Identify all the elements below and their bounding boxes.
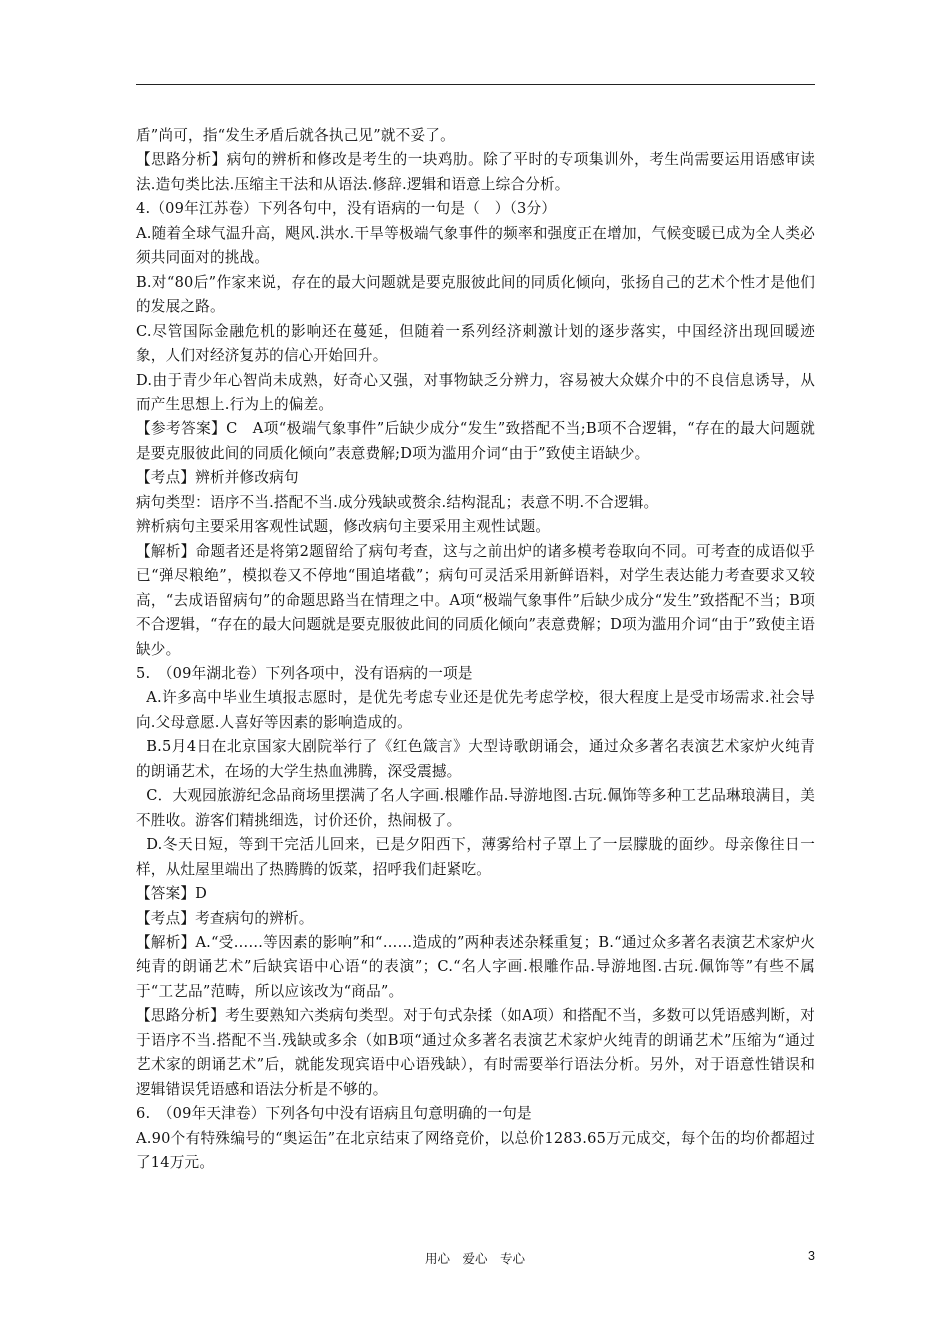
q5-option-d: D.冬天日短，等到干完活儿回来，已是夕阳西下，薄雾给村子罩上了一层朦胧的面纱。母亲像往日一样，从灶屋里端出了热腾腾的饭菜，招呼我们赶紧吃。	[136, 836, 815, 878]
q4-explanation: 【解析】命题者还是将第2题留给了病句考查，这与之前出炉的诸多模考卷取向不同。可考查的成语似乎已“弹尽粮绝”，模拟卷又不停地“围追堵截”；病句可灵活采用新鲜语料，对学生表达能力考查要求又较高，“去成语留病句”的命题思路当在情理之中。A项“极端气象事件”后缺少成分“发生”致搭配不当；B项不合逻辑，“存在的最大问题就是要克服彼此间的同质化倾向”表意费解；D项为滥用介词“由于”致使主语缺少。	[136, 542, 815, 658]
q4-reference-answer: 【参考答案】C A项“极端气象事件”后缺少成分“发生”致搭配不当;B项不合逻辑，“存在的最大问题就是要克服彼此间的同质化倾向”表意费解;D项为滥用介词“由于”致使主语缺少。	[136, 420, 815, 462]
question-4: 4.（09年江苏卷）下列各句中，没有语病的一句是（ ）（3分）	[136, 200, 557, 218]
q5-analysis-approach: 【思路分析】考生要熟知六类病句类型。对于句式杂揉（如A项）和搭配不当，多数可以凭语感判断，对于语序不当.搭配不当.残缺或多余（如B项“通过众多著名表演艺术家炉火纯青的朗诵艺术”压缩为“通过艺术家的朗诵艺术”后，就能发现宾语中心语残缺），有时需要举行语法分析。另外，对于语意性错误和逻辑错误凭语感和语法分析是不够的。	[136, 1007, 815, 1098]
q4-question-forms: 辨析病句主要采用客观性试题，修改病句主要采用主观性试题。	[136, 518, 551, 536]
page-number: 3	[808, 1249, 815, 1263]
para-continuation: 盾”尚可，指“发生矛盾后就各执己见”就不妥了。	[136, 127, 455, 144]
q5-option-a: A.许多高中毕业生填报志愿时，是优先考虑专业还是优先考虑学校，很大程度上是受市场需求.社会导向.父母意愿.人喜好等因素的影响造成的。	[136, 689, 815, 731]
para-analysis-approach: 【思路分析】病句的辨析和修改是考生的一块鸡肋。除了平时的专项集训外，考生尚需要运用语感审读法.造句类比法.压缩主干法和从语法.修辞.逻辑和语意上综合分析。	[136, 151, 815, 193]
q4-option-a: A.随着全球气温升高，飓风.洪水.干旱等极端气象事件的频率和强度正在增加，气候变暖已成为全人类必须共同面对的挑战。	[136, 224, 815, 267]
q4-exam-point: 【考点】辨析并修改病句	[136, 469, 299, 487]
q5-answer: 【答案】D	[136, 885, 208, 903]
q4-error-types: 病句类型：语序不当.搭配不当.成分残缺或赘余.结构混乱；表意不明.不合逻辑。	[136, 493, 659, 511]
q4-option-b: B.对“80后”作家来说，存在的最大问题就是要克服彼此间的同质化倾向，张扬自己的艺术个性才是他们的发展之路。	[136, 273, 815, 316]
question-5: 5. （09年湖北卷）下列各项中，没有语病的一项是	[136, 664, 473, 682]
footer-motto: 用心 爱心 专心	[424, 1251, 525, 1266]
q5-exam-point: 【考点】考查病句的辨析。	[136, 909, 314, 927]
document-body	[136, 124, 815, 1175]
q5-explanation: 【解析】A.“受……等因素的影响”和“……造成的”两种表述杂糅重复；B.“通过众多著名表演艺术家炉火纯青的朗诵艺术”后缺宾语中心语“的表演”；C.“名人字画.根雕作品.导游地图.古玩.佩饰等”有些不属于“工艺品”范畴，所以应该改为“商品”。	[136, 933, 815, 1000]
q4-option-c: C.尽管国际金融危机的影响还在蔓延，但随着一系列经济刺激计划的逐步落实，中国经济出现回暖迹象，人们对经济复苏的信心开始回升。	[136, 322, 815, 365]
q5-option-b: B.5月4日在北京国家大剧院举行了《红色箴言》大型诗歌朗诵会，通过众多著名表演艺术家炉火纯青的朗诵艺术，在场的大学生热血沸腾，深受震撼。	[136, 738, 815, 780]
q5-option-c: C．大观园旅游纪念品商场里摆满了名人字画.根雕作品.导游地图.古玩.佩饰等多种工艺品琳琅满目，美不胜收。游客们精挑细选，讨价还价，热闹极了。	[136, 787, 815, 829]
header-rule	[136, 84, 815, 85]
q6-option-a: A.90个有特殊编号的“奥运缶”在北京结束了网络竞价，以总价1283.65万元成交，每个缶的均价都超过了14万元。	[136, 1129, 815, 1172]
question-6: 6. （09年天津卷）下列各句中没有语病且句意明确的一句是	[136, 1105, 532, 1123]
q4-option-d: D.由于青少年心智尚未成熟，好奇心又强，对事物缺乏分辨力，容易被大众媒介中的不良信息诱导，从而产生思想上.行为上的偏差。	[136, 371, 815, 413]
